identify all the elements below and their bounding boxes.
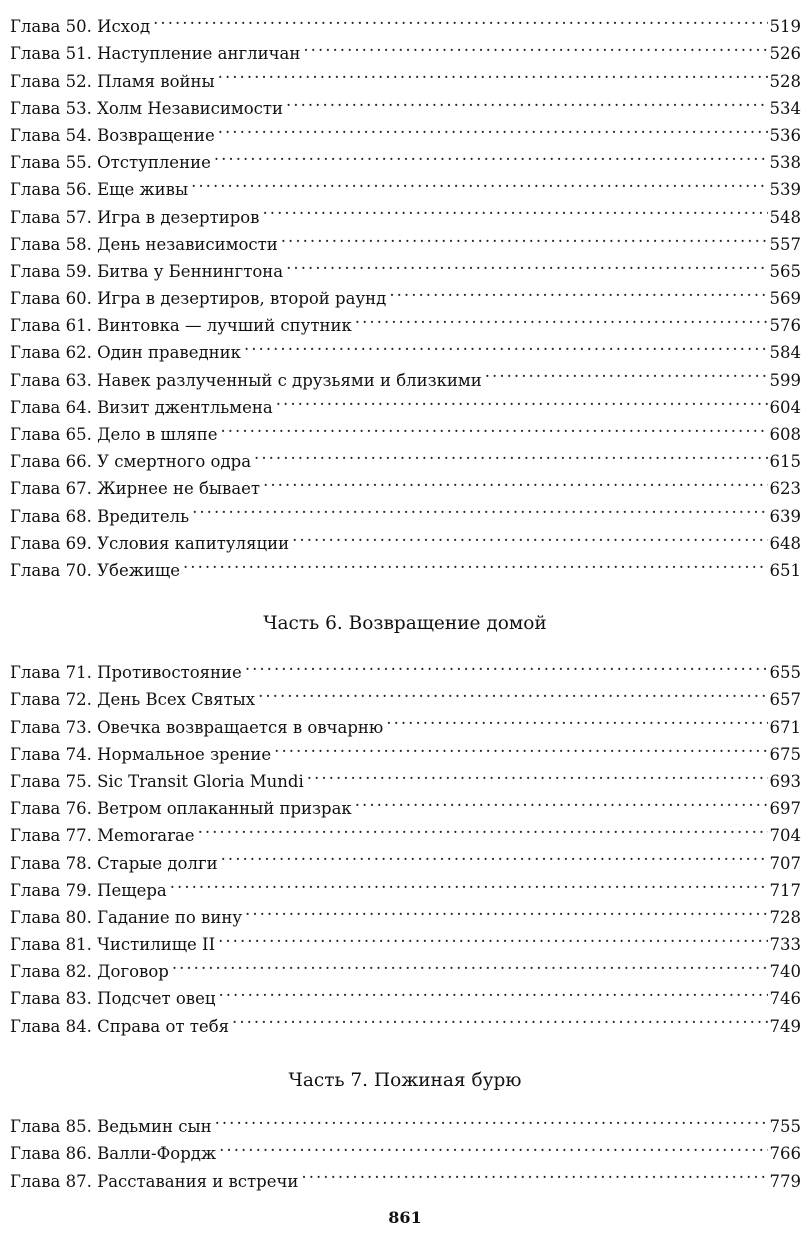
toc-entry: [10, 5, 801, 37]
entry-page-number: 675: [768, 741, 802, 768]
dot-leader: [386, 705, 767, 732]
entry-page-number: 697: [768, 795, 802, 822]
entry-title: Глава 54. Возвращение: [10, 125, 215, 145]
entry-page-number: 526: [768, 40, 802, 67]
entry-page-number: 755: [768, 1113, 802, 1140]
dot-leader: [355, 304, 768, 331]
entry-title: Глава 83. Подсчет овец: [10, 989, 216, 1009]
dot-leader: [244, 331, 768, 358]
entry-title: Глава 86. Валли-Фордж: [10, 1144, 217, 1164]
entry-page-number: 639: [768, 503, 802, 530]
entry-title: Глава 62. Один праведник: [10, 343, 241, 363]
dot-leader: [218, 59, 768, 86]
entry-title: Глава 73. Овечка возвращается в овчарню: [10, 717, 384, 737]
dot-leader: [389, 277, 767, 304]
dot-leader: [218, 923, 767, 950]
toc-section-part-7: [10, 1105, 801, 1191]
entry-page-number: 728: [768, 904, 802, 931]
entry-page-number: 717: [768, 877, 802, 904]
dot-leader: [254, 440, 767, 467]
entry-title: Глава 57. Игра в дезертиров: [10, 207, 260, 227]
entry-page-number: 671: [768, 714, 802, 741]
entry-page-number: 779: [768, 1168, 802, 1195]
entry-page-number: 539: [768, 176, 802, 203]
entry-title: Глава 79. Пещера: [10, 880, 167, 900]
dot-leader: [221, 841, 768, 868]
entry-title: Глава 70. Убежище: [10, 560, 181, 580]
entry-title: Глава 50. Исход: [10, 17, 151, 37]
toc-entry: [10, 651, 801, 683]
entry-title: Глава 63. Навек разлученный с друзьями и близкими: [10, 370, 482, 390]
entry-page-number: 538: [768, 149, 802, 176]
entry-title: Глава 67. Жирнее не бывает: [10, 479, 261, 499]
entry-title: Глава 53. Холм Независимости: [10, 98, 283, 118]
dot-leader: [245, 651, 768, 678]
entry-title: Глава 84. Справа от тебя: [10, 1016, 230, 1036]
dot-leader: [170, 869, 768, 896]
entry-title: Глава 72. День Всех Святых: [10, 690, 256, 710]
dot-leader: [153, 5, 767, 32]
entry-title: Глава 55. Отступление: [10, 153, 211, 173]
dot-leader: [274, 733, 767, 760]
entry-page-number: 657: [768, 686, 802, 713]
entry-page-number: 576: [768, 312, 802, 339]
entry-title: Глава 74. Нормальное зрение: [10, 744, 272, 764]
dot-leader: [281, 223, 768, 250]
dot-leader: [286, 87, 768, 114]
entry-page-number: 584: [768, 339, 802, 366]
entry-page-number: 733: [768, 931, 802, 958]
entry-title: Глава 58. День независимости: [10, 234, 278, 254]
entry-page-number: 536: [768, 122, 802, 149]
entry-page-number: 655: [768, 659, 802, 686]
entry-page-number: 704: [768, 822, 802, 849]
entry-page-number: 749: [768, 1013, 802, 1040]
page-number: 861: [388, 1208, 422, 1227]
entry-title: Глава 68. Вредитель: [10, 506, 190, 526]
toc-entry: [10, 1105, 801, 1137]
dot-leader: [262, 195, 767, 222]
entry-page-number: 766: [768, 1140, 802, 1167]
entry-title: Глава 61. Винтовка — лучший спутник: [10, 316, 352, 336]
toc-section-part-5-continued: [10, 5, 801, 580]
dot-leader: [198, 814, 768, 841]
entry-title: Глава 56. Еще живы: [10, 180, 189, 200]
part-heading: Часть 7. Пожиная бурю: [288, 1070, 522, 1091]
dot-leader: [214, 141, 768, 168]
dot-leader: [485, 358, 768, 385]
entry-title: Глава 75. Sic Transit Gloria Mundi: [10, 771, 304, 791]
dot-leader: [192, 494, 767, 521]
entry-title: Глава 60. Игра в дезертиров, второй раунд: [10, 289, 387, 309]
entry-page-number: 548: [768, 204, 802, 231]
dot-leader: [263, 467, 767, 494]
dot-leader: [215, 1105, 768, 1132]
entry-title: Глава 81. Чистилище II: [10, 935, 216, 955]
entry-page-number: 565: [768, 258, 802, 285]
entry-title: Глава 85. Ведьмин сын: [10, 1117, 212, 1137]
dot-leader: [218, 977, 767, 1004]
dot-leader: [276, 386, 768, 413]
entry-title: Глава 51. Наступление англичан: [10, 44, 301, 64]
entry-title: Глава 78. Старые долги: [10, 853, 218, 873]
entry-page-number: 623: [768, 475, 802, 502]
entry-page-number: 519: [768, 13, 802, 40]
entry-page-number: 651: [768, 557, 802, 584]
dot-leader: [307, 760, 768, 787]
entry-page-number: 707: [768, 850, 802, 877]
entry-page-number: 528: [768, 68, 802, 95]
entry-title: Глава 80. Гадание по вину: [10, 907, 243, 927]
dot-leader: [172, 950, 768, 977]
entry-page-number: 615: [768, 448, 802, 475]
entry-page-number: 599: [768, 367, 802, 394]
dot-leader: [286, 250, 767, 277]
dot-leader: [355, 787, 768, 814]
dot-leader: [219, 1132, 767, 1159]
entry-title: Глава 76. Ветром оплаканный призрак: [10, 799, 352, 819]
entry-title: Глава 59. Битва у Беннингтона: [10, 261, 284, 281]
entry-page-number: 534: [768, 95, 802, 122]
dot-leader: [301, 1159, 767, 1186]
entry-title: Глава 64. Визит джентльмена: [10, 397, 273, 417]
dot-leader: [183, 549, 767, 576]
entry-title: Глава 77. Memorarae: [10, 826, 195, 846]
entry-title: Глава 52. Пламя войны: [10, 71, 215, 91]
dot-leader: [258, 678, 767, 705]
entry-title: Глава 87. Расставания и встречи: [10, 1171, 299, 1191]
entry-page-number: 693: [768, 768, 802, 795]
entry-title: Глава 65. Дело в шляпе: [10, 425, 218, 444]
entry-title: Глава 82. Договор: [10, 962, 169, 982]
entry-title: Глава 66. У смертного одра: [10, 452, 252, 472]
dot-leader: [292, 522, 767, 549]
toc-section-part-6: [10, 651, 801, 1036]
dot-leader: [303, 32, 767, 59]
entry-page-number: 746: [768, 985, 802, 1012]
entry-page-number: 557: [768, 231, 802, 258]
dot-leader: [220, 413, 767, 440]
part-heading: Часть 6. Возвращение домой: [263, 613, 547, 634]
entry-page-number: 604: [768, 394, 802, 421]
dot-leader: [232, 1004, 767, 1031]
entry-page-number: 569: [768, 285, 802, 312]
entry-page-number: 740: [768, 958, 802, 985]
entry-title: Глава 69. Условия капитуляции: [10, 533, 290, 553]
dot-leader: [245, 896, 767, 923]
dot-leader: [218, 114, 768, 141]
entry-title: Глава 71. Противостояние: [10, 663, 242, 683]
dot-leader: [191, 168, 767, 195]
entry-page-number: 608: [768, 421, 802, 448]
entry-page-number: 648: [768, 530, 802, 557]
